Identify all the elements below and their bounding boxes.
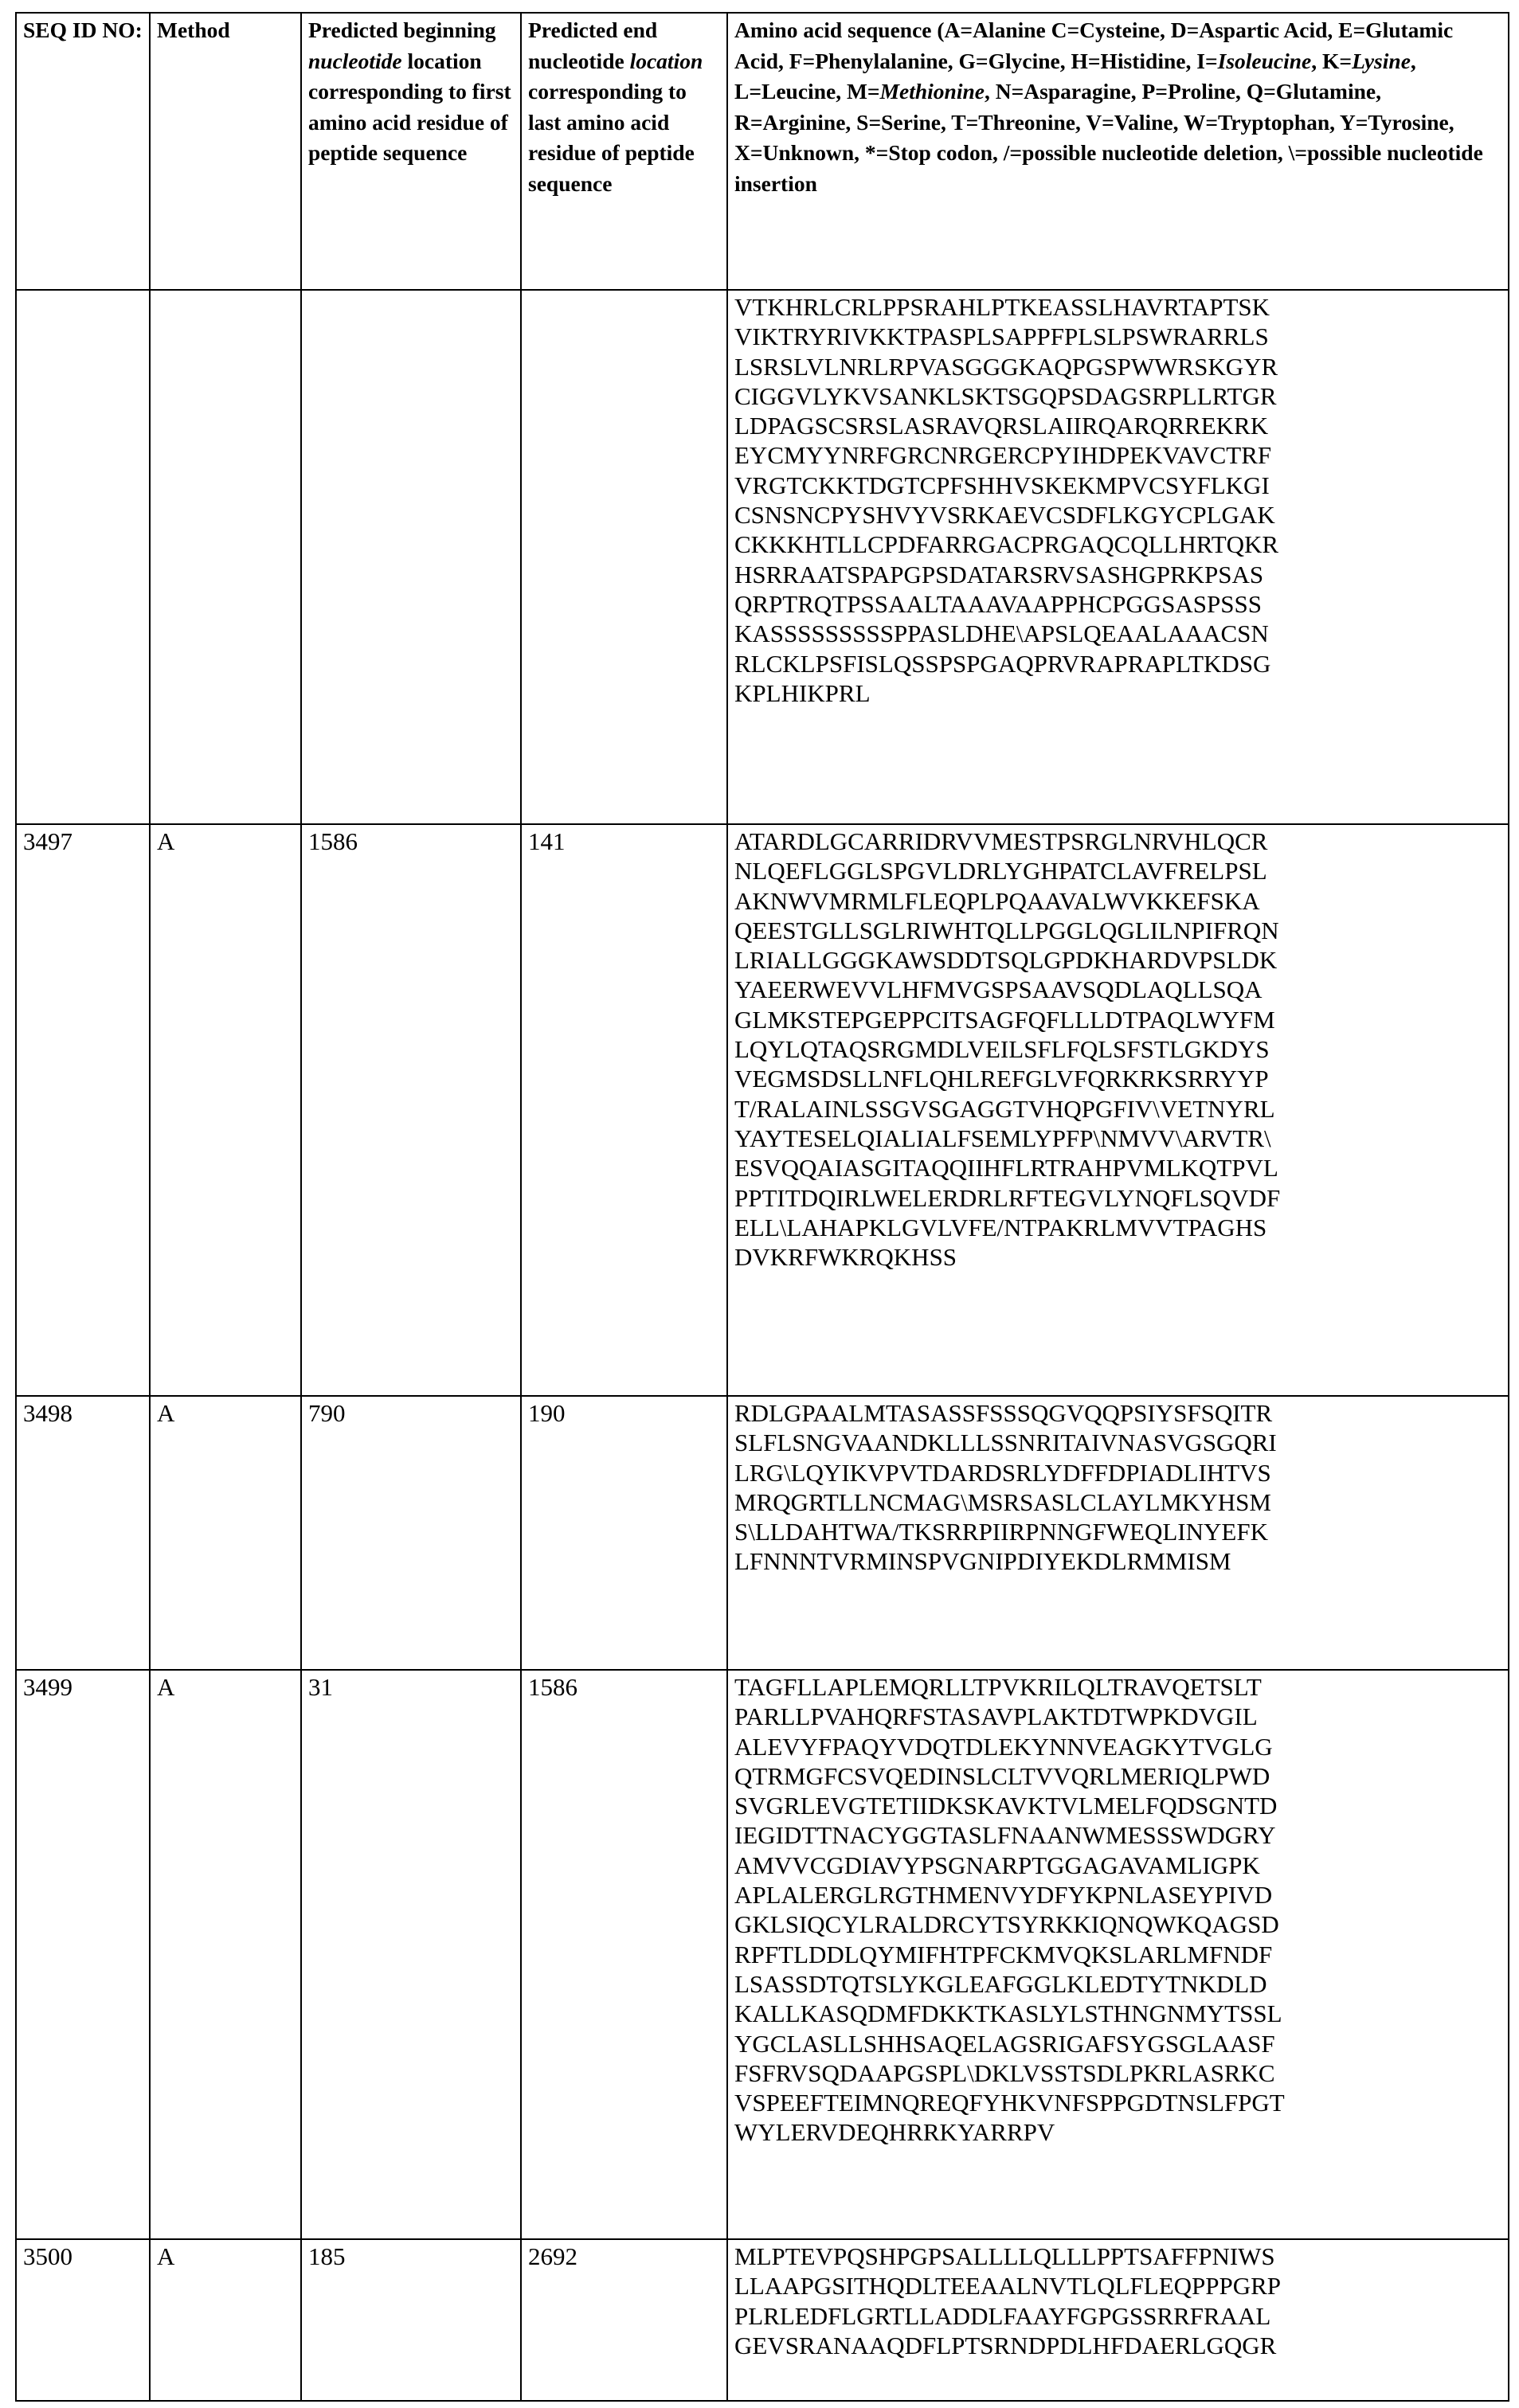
sequence-line: MRQGRTLLNCMAG\MSRSASLCLAYLMKYHSM <box>734 1487 1271 1516</box>
sequence-line: VIKTRYRIVKKTPASPLSAPPFPLSLPSWRARRLS <box>734 322 1269 351</box>
sequence-line: LFNNNTVRMINSPVGNIPDIYEKDLRMMISM <box>734 1547 1231 1576</box>
header-seq-id: SEQ ID NO: <box>16 13 150 290</box>
sequence-line: S\LLDAHTWA/TKSRRPIIRPNNGFWEQLINYEFK <box>734 1518 1268 1546</box>
sequence-line: GKLSIQCYLRALDRCYTSYRKKIQNQWKQAGSD <box>734 1910 1279 1939</box>
sequence-line: VSPEEFTEIMNQREQFYHKVNFSPPGDTNSLFPGT <box>734 2089 1285 2117</box>
cell-method <box>150 290 301 824</box>
sequence-line: LDPAGSCSRSLASRAVQRSLAIIRQARQRREKRK <box>734 412 1269 440</box>
sequence-line: RLCKLPSFISLQSSPSPGAQPRVRAPRAPLTKDSG <box>734 649 1271 678</box>
cell-end: 141 <box>521 824 727 1396</box>
cell-sequence <box>727 824 1509 1396</box>
sequence-line: QEESTGLLSGLRIWHTQLLPGGLQGLILNPIFRQN <box>734 916 1279 944</box>
sequence-line: QTRMGFCSVQEDINSLCLTVVQRLMERIQLPWD <box>734 1761 1270 1790</box>
cell-begin: 790 <box>301 1396 521 1670</box>
cell-begin: 1586 <box>301 824 521 1396</box>
sequence-line: VEGMSDSLLNFLQHLREFGLVFQRKRKSRRYYP <box>734 1065 1269 1093</box>
header-amino-acid-legend <box>727 13 1509 290</box>
table-row <box>16 1670 1509 2239</box>
cell-end: 190 <box>521 1396 727 1670</box>
cell-seq-id <box>16 290 150 824</box>
sequence-line: CKKKHTLLCPDFARRGACPRGAQCQLLHRTQKR <box>734 530 1279 559</box>
sequence-line: SLFLSNGVAANDKLLLSSNRITAIVNASVGSGQRI <box>734 1429 1277 1457</box>
sequence-line: NLQEFLGGLSPGVLDRLYGHPATCLAVFRELPSL <box>734 857 1267 885</box>
sequence-line: GEVSRANAAQDFLPTSRNDPDLHFDAERLGQGR <box>734 2331 1277 2359</box>
sequence-line: ATARDLGCARRIDRVVMESTPSRGLNRVHLQCR <box>734 827 1268 855</box>
sequence-line: KPLHIKPRL <box>734 678 871 707</box>
sequence-line: PARLLPVAHQRFSTASAVPLAKTDTWPKDVGIL <box>734 1702 1258 1731</box>
sequence-line: CIGGVLYKVSANKLSKTSGQPSDAGSRPLLRTGR <box>734 381 1277 410</box>
sequence-line: EYCMYYNRFGRCNRGERCPYIHDPEKVAVCTRF <box>734 441 1272 470</box>
sequence-line: YAYTESELQIALIALFSEMLYPFP\NMVV\ARVTR\ <box>734 1124 1271 1152</box>
sequence-line: IEGIDTTNACYGGTASLFNAANWMESSSWDGRY <box>734 1821 1276 1850</box>
sequence-line: MLPTEVPQSHPGPSALLLLQLLLPPTSAFFPNIWS <box>734 2242 1275 2270</box>
sequence-line: LSASSDTQTSLYKGLEAFGGLKLEDTYTNKDLD <box>734 1969 1267 1998</box>
sequence-line: KALLKASQDMFDKKTKASLYLSTHNGNMYTSSL <box>734 2000 1282 2028</box>
legend-italic-3: Methionine <box>879 79 985 104</box>
cell-sequence <box>727 290 1509 824</box>
legend-part-c: , L=Leucine, M= <box>734 48 1416 104</box>
cell-method: A <box>150 1396 301 1670</box>
sequence-line: QRPTRQTPSSAALTAAAVAAPPHCPGGSASPSSS <box>734 589 1263 618</box>
sequence-line: T/RALAINLSSGVSGAGGTVHQPGFIV\VETNYRL <box>734 1094 1275 1123</box>
sequence-line: APLALERGLRGTHMENVYDFYKPNLASEYPIVD <box>734 1881 1273 1910</box>
sequence-table <box>15 12 1509 2402</box>
cell-begin <box>301 290 521 824</box>
table-header-row <box>16 13 1509 290</box>
cell-seq-id: 3497 <box>16 824 150 1396</box>
cell-seq-id: 3499 <box>16 1670 150 2239</box>
cell-begin: 31 <box>301 1670 521 2239</box>
header-begin-location <box>301 13 521 290</box>
legend-italic-2: Lysine <box>1352 48 1411 73</box>
cell-seq-id: 3500 <box>16 2239 150 2401</box>
legend-italic-1: Isoleucine <box>1217 48 1312 73</box>
legend-part-b: , K= <box>1311 48 1353 73</box>
sequence-line: LLAAPGSITHQDLTEEAALNVTLQLFLEQPPPGRP <box>734 2272 1282 2300</box>
table-row <box>16 2239 1509 2401</box>
sequence-line: DVKRFWKRQKHSS <box>734 1243 957 1272</box>
cell-method: A <box>150 1670 301 2239</box>
sequence-line: LQYLQTAQSRGMDLVEILSFLFQLSFSTLGKDYS <box>734 1035 1270 1064</box>
header-end-location <box>521 13 727 290</box>
sequence-line: YGCLASLLSHHSAQELAGSRIGAFSYGSGLAASF <box>734 2029 1275 2058</box>
sequence-line: RPFTLDDLQYMIFHTPFCKMVQKSLARLMFNDF <box>734 1940 1273 1968</box>
sequence-line: CSNSNCPYSHVYVSRKAEVCSDFLKGYCPLGAK <box>734 501 1275 530</box>
sequence-line: AKNWVMRMLFLEQPLPQAAVALWVKKEFSKA <box>734 886 1260 915</box>
sequence-line: HSRRAATSPAPGPSDATARSRVSASHGPRKPSAS <box>734 560 1264 588</box>
sequence-line: LSRSLVLNRLRPVASGGGKAQPGSPWWRSKGYR <box>734 352 1278 381</box>
sequence-line: SVGRLEVGTETIIDKSKAVKTVLMELFQDSGNTD <box>734 1792 1278 1820</box>
header-begin-post: location corresponding to first amino acid residue of peptide sequence <box>308 48 511 165</box>
cell-method: A <box>150 824 301 1396</box>
table-row <box>16 290 1509 824</box>
cell-seq-id: 3498 <box>16 1396 150 1670</box>
cell-end <box>521 290 727 824</box>
header-begin-pre: Predicted beginning <box>308 18 496 42</box>
sequence-line: YAEERWEVVLHFMVGSPSAAVSQDLAQLLSQA <box>734 975 1263 1004</box>
cell-sequence <box>727 1670 1509 2239</box>
table-row <box>16 824 1509 1396</box>
sequence-line: LRIALLGGGKAWSDDTSQLGPDKHARDVPSLDK <box>734 946 1278 975</box>
sequence-line: ELL\LAHAPKLGVLVFE/NTPAKRLMVVTPAGHS <box>734 1213 1267 1241</box>
legend-part-d: , N=Asparagine, P=Proline, Q=Glutamine, R=Arginine, S=Serine, T=Threonine, V=Valine, W=Tryptophan, Y=Tyrosine, X=Unknown, *=Stop codon, /=possible nucleotide deletion, \=possible nucleotide insertion <box>734 79 1483 196</box>
sequence-line: TAGFLLAPLEMQRLLTPVKRILQLTRAVQETSLT <box>734 1673 1262 1701</box>
cell-begin: 185 <box>301 2239 521 2401</box>
sequence-line: VRGTCKKTDGTCPFSHHVSKEKMPVCSYFLKGI <box>734 471 1270 499</box>
sequence-line: GLMKSTEPGEPPCITSAGFQFLLLDTPAQLWYFM <box>734 1005 1275 1034</box>
header-end-pre: Predicted end nucleotide <box>528 18 658 73</box>
cell-end: 2692 <box>521 2239 727 2401</box>
sequence-line: AMVVCGDIAVYPSGNARPTGGAGAVAMLIGPK <box>734 1851 1260 1879</box>
sequence-line: PLRLEDFLGRTLLADDLFAAYFGPGSSRRFRAAL <box>734 2301 1271 2330</box>
sequence-line: RDLGPAALMTASASSFSSSQGVQQPSIYSFSQITR <box>734 1399 1273 1427</box>
sequence-line: VTKHRLCRLPPSRAHLPTKEASSLHAVRTAPTSK <box>734 293 1270 321</box>
cell-sequence <box>727 2239 1509 2401</box>
cell-method: A <box>150 2239 301 2401</box>
sequence-line: WYLERVDEQHRRKYARRPV <box>734 2118 1055 2147</box>
cell-end: 1586 <box>521 1670 727 2239</box>
sequence-line: ALEVYFPAQYVDQTDLEKYNNVEAGKYTVGLG <box>734 1732 1273 1761</box>
cell-sequence <box>727 1396 1509 1670</box>
sequence-line: FSFRVSQDAAPGSPL\DKLVSSTSDLPKRLASRKC <box>734 2058 1275 2087</box>
sequence-line: ESVQQAIASGITAQQIIHFLRTRAHPVMLKQTPVL <box>734 1154 1278 1182</box>
legend-part-a: Amino acid sequence (A=Alanine C=Cysteine, D=Aspartic Acid, E=Glutamic Acid, F=Phenylalanine, G=Glycine, H=Histidine, I= <box>734 18 1454 73</box>
sequence-line: LRG\LQYIKVPVTDARDSRLYDFFDPIADLIHTVS <box>734 1458 1271 1487</box>
header-end-italic: location <box>629 48 703 73</box>
sequence-line: PPTITDQIRLWELERDRLRFTEGVLYNQFLSQVDF <box>734 1183 1281 1212</box>
sequence-line: KASSSSSSSSSPPASLDHE\APSLQEAALAAACSN <box>734 620 1269 648</box>
header-end-post: corresponding to last amino acid residue of peptide sequence <box>528 79 695 196</box>
table-row <box>16 1396 1509 1670</box>
header-method: Method <box>150 13 301 290</box>
header-begin-italic: nucleotide <box>308 48 402 73</box>
